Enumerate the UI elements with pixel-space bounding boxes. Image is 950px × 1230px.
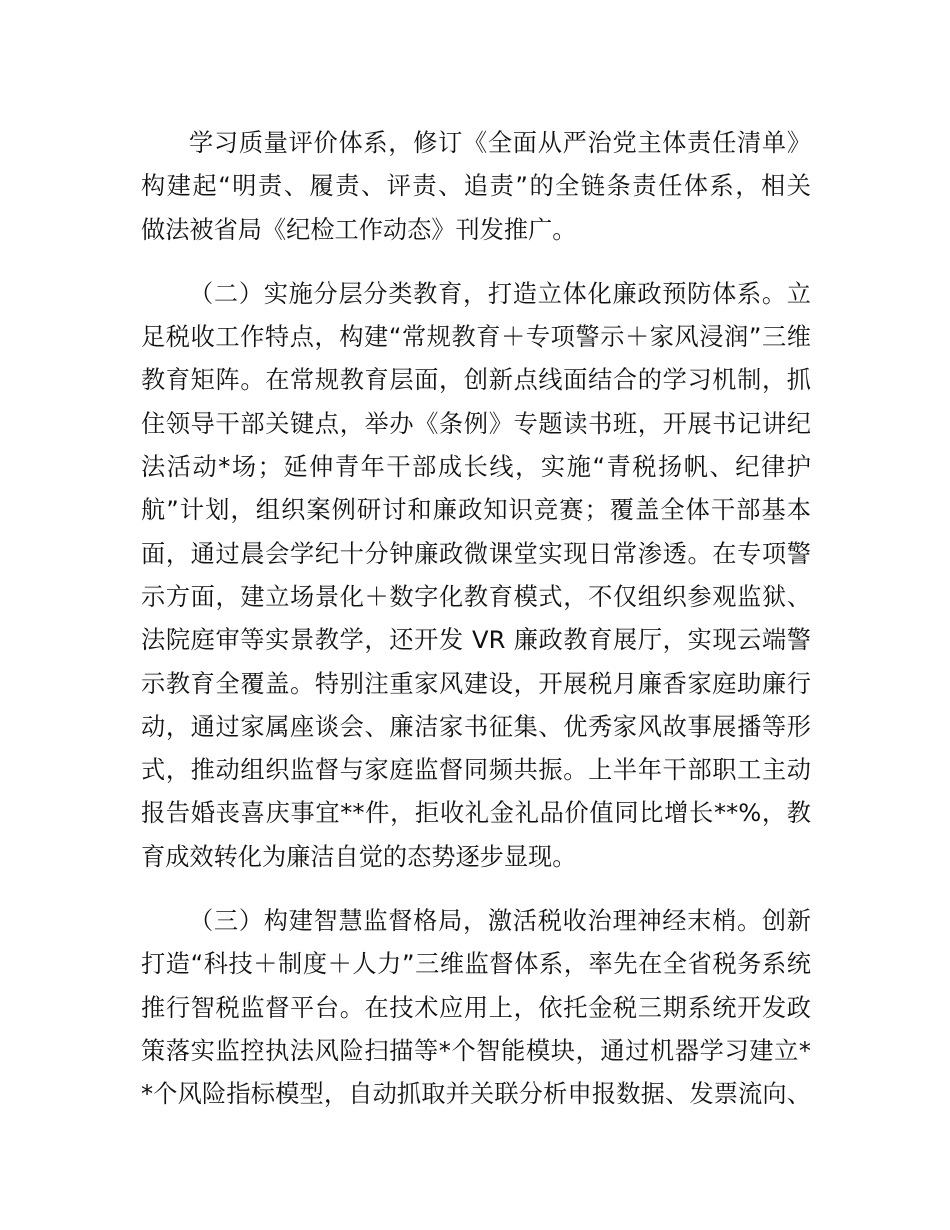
- paragraph-line: *个风险指标模型，自动抓取并关联分析申报数据、发票流向、: [141, 1080, 811, 1109]
- paragraph-line: 法院庭审等实景教学，还开发 VR 廉政教育展厅，实现云端警: [141, 626, 811, 655]
- paragraph-line: 教育矩阵。在常规教育层面，创新点线面结合的学习机制，抓: [141, 366, 811, 395]
- paragraph-3: [141, 900, 811, 1116]
- paragraph-line: 报告婚丧喜庆事宜**件，拒收礼金礼品价值同比增长**%，教: [141, 799, 811, 828]
- paragraph-line: 法活动*场；延伸青年干部成长线，实施“青税扬帆、纪律护: [141, 453, 811, 482]
- paragraph-line: 构建起“明责、履责、评责、追责”的全链条责任体系，相关: [141, 172, 811, 201]
- document-body: [141, 122, 811, 1138]
- paragraph-line: 航”计划，组织案例研讨和廉政知识竞赛；覆盖全体干部基本: [141, 496, 811, 525]
- paragraph-line: 推行智税监督平台。在技术应用上，依托金税三期系统开发政: [141, 993, 811, 1022]
- paragraph-2: [141, 273, 811, 879]
- paragraph-line: 策落实监控执法风险扫描等*个智能模块，通过机器学习建立*: [141, 1036, 811, 1065]
- paragraph-line: 育成效转化为廉洁自觉的态势逐步显现。: [141, 842, 577, 871]
- paragraph-line: 动，通过家属座谈会、廉洁家书征集、优秀家风故事展播等形: [141, 712, 811, 741]
- paragraph-line: 式，推动组织监督与家庭监督同频共振。上半年干部职工主动: [141, 756, 811, 785]
- paragraph-line: （二）实施分层分类教育，打造立体化廉政预防体系。立: [189, 279, 811, 308]
- paragraph-line: 面，通过晨会学纪十分钟廉政微课堂实现日常渗透。在专项警: [141, 539, 811, 568]
- paragraph-line: 做法被省局《纪检工作动态》刊发推广。: [141, 215, 577, 244]
- paragraph-line: 足税收工作特点，构建“常规教育＋专项警示＋家风浸润”三维: [141, 323, 811, 352]
- paragraph-line: （三）构建智慧监督格局，激活税收治理神经末梢。创新: [189, 907, 811, 936]
- paragraph-line: 示方面，建立场景化＋数字化教育模式，不仅组织参观监狱、: [141, 582, 811, 611]
- paragraph-line: 学习质量评价体系，修订《全面从严治党主体责任清单》: [189, 129, 811, 157]
- paragraph-1: [141, 122, 811, 252]
- paragraph-line: 住领导干部关键点，举办《条例》专题读书班，开展书记讲纪: [141, 409, 811, 438]
- paragraph-line: 打造“科技＋制度＋人力”三维监督体系，率先在全省税务系统: [141, 950, 811, 979]
- paragraph-line: 示教育全覆盖。特别注重家风建设，开展税月廉香家庭助廉行: [141, 669, 811, 698]
